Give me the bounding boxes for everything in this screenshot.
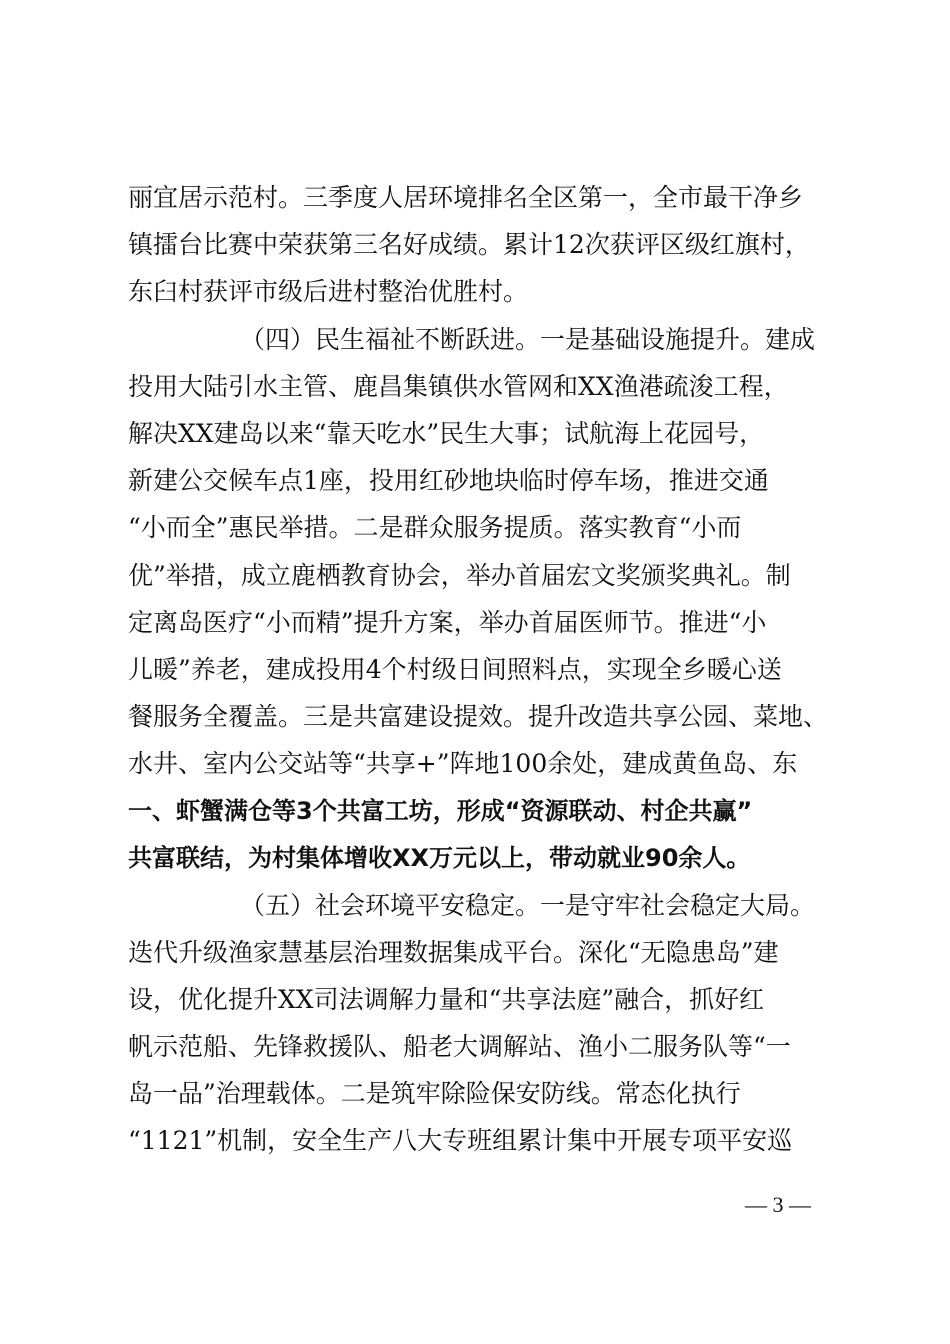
page-number: — 3 — xyxy=(745,1192,811,1217)
text-line-bold: 一、虾蟹满仓等3个共富工坊，形成“资源联动、村企共赢” xyxy=(128,797,753,825)
text-line: 解决XX建岛以来“靠天吃水”民生大事；试航海上花园号， xyxy=(128,419,765,448)
text-line: 餐服务全覆盖。三是共富建设提效。提升改造共享公园、菜地、 xyxy=(128,702,828,731)
section-heading-5: （五）社会环境平安稳定。一是守牢社会稳定大局。 xyxy=(240,891,816,920)
text-line: 东臼村获评市级后进村整治优胜村。 xyxy=(128,277,529,306)
text-line-bold: 共富联结，为村集体增收XX万元以上，带动就业90余人。 xyxy=(128,844,751,872)
text-line: 帆示范船、先锋救援队、船老大调解站、渔小二服务队等“一 xyxy=(128,1032,791,1061)
text-line: 迭代升级渔家慧基层治理数据集成平台。深化“无隐患岛”建 xyxy=(128,938,779,967)
text-line: “1121”机制，安全生产八大专班组累计集中开展专项平安巡 xyxy=(128,1126,793,1155)
text-line: 镇擂台比赛中荣获第三名好成绩。累计12次获评区级红旗村， xyxy=(128,230,810,259)
text-line: 优”举措，成立鹿栖教育协会，举办首届宏文奖颁奖典礼。制 xyxy=(128,561,791,590)
text-line: “小而全”惠民举措。二是群众服务提质。落实教育“小而 xyxy=(128,513,742,542)
text-line: 投用大陆引水主管、鹿昌集镇供水管网和XX渔港疏浚工程， xyxy=(128,372,789,401)
text-line: 丽宜居示范村。三季度人居环境排名全区第一，全市最干净乡 xyxy=(128,183,804,212)
text-line: 设，优化提升XX司法调解力量和“共享法庭”融合，抓好红 xyxy=(128,985,765,1014)
section-heading-4: （四）民生福祉不断跃进。一是基础设施提升。建成 xyxy=(240,325,816,354)
text-line: 新建公交候车点1座，投用红砂地块临时停车场，推进交通 xyxy=(128,466,769,495)
text-line: 岛一品”治理载体。二是筑牢除险保安防线。常态化执行 xyxy=(128,1079,741,1108)
text-line: 定离岛医疗“小而精”提升方案，举办首届医师节。推进“小 xyxy=(128,608,767,637)
text-line: 儿暖”养老，建成投用4个村级日间照料点，实现全乡暖心送 xyxy=(128,655,782,684)
text-line: 水井、室内公交站等“共享+”阵地100余处，建成黄鱼岛、东 xyxy=(128,749,798,778)
